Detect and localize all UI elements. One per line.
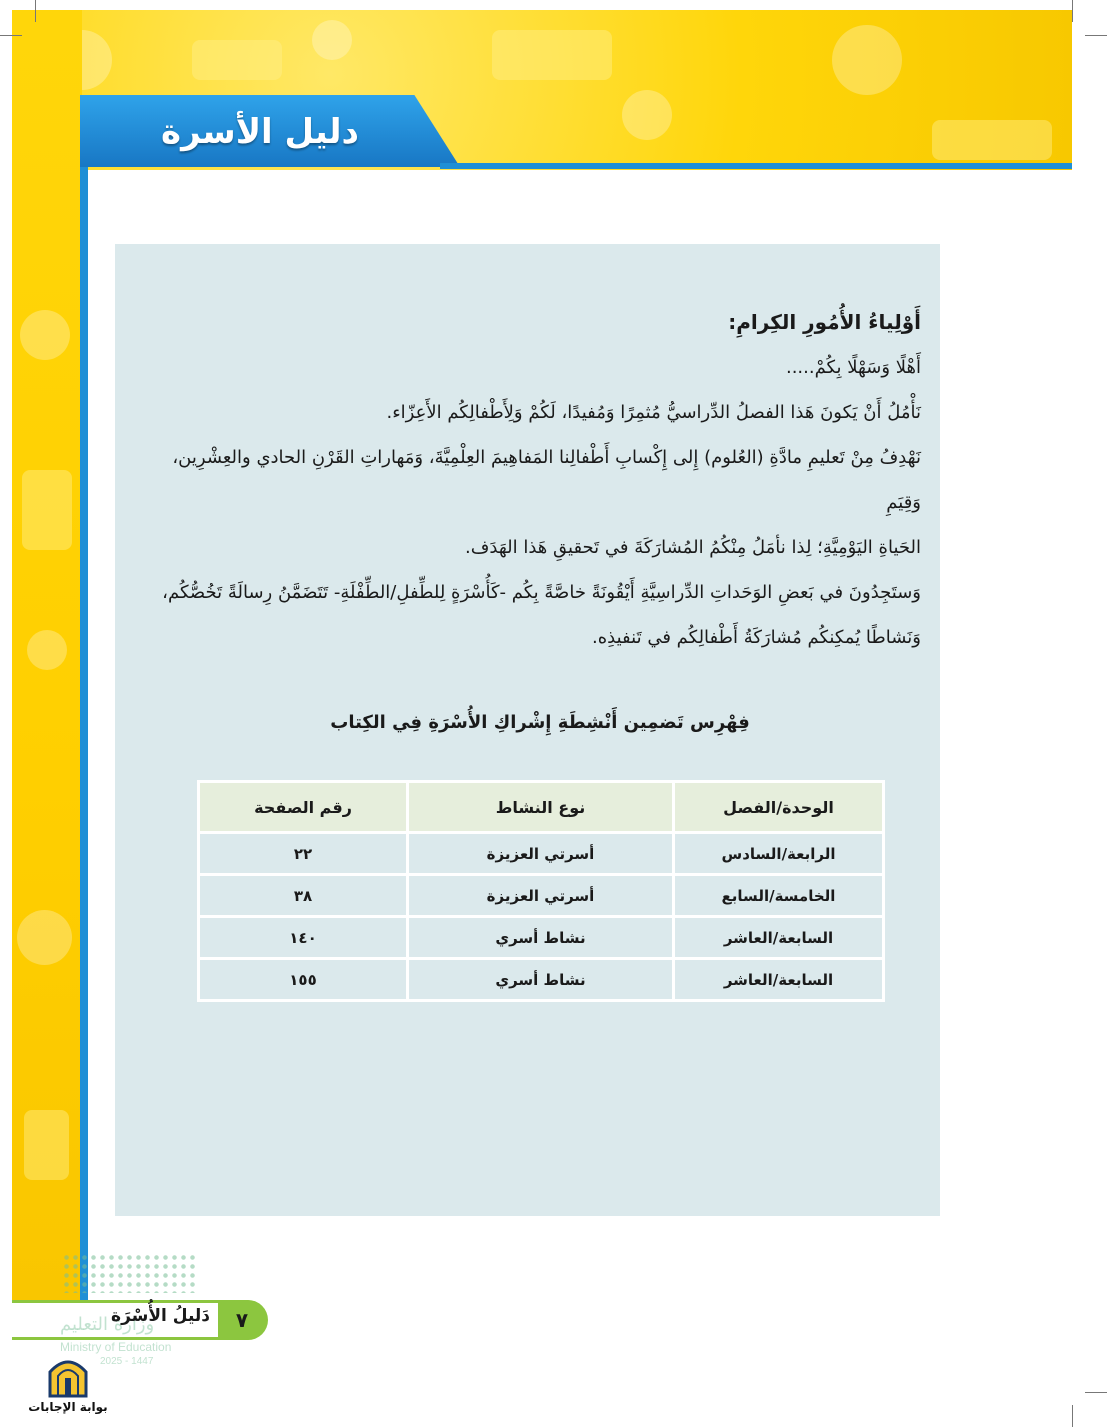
ministry-name-arabic: وزارة التعليم <box>60 1314 155 1335</box>
cell-activity: أسرتي العزيزة <box>409 876 672 915</box>
cell-page: ٢٢ <box>200 834 406 873</box>
ministry-year: 2025 - 1447 <box>100 1356 154 1367</box>
crop-mark <box>1085 35 1107 36</box>
crop-mark <box>1085 1392 1107 1393</box>
crop-mark <box>35 0 36 22</box>
cell-activity: نشاط أسري <box>409 960 672 999</box>
header-rule <box>440 163 1072 169</box>
cell-page: ٣٨ <box>200 876 406 915</box>
column-header-page: رقم الصفحة <box>200 783 406 831</box>
letter-line: نَهْدِفُ مِنْ تَعليمِ مادَّةِ (العُلوم) إِلى إِكْسابِ أَطْفالِنا المَفاهِيمَ العِلْمِيَّةَ، وَمَهاراتِ القَرْنِ الحادي والعِشْرِين، وَقِيَمِ <box>172 447 921 513</box>
column-header-activity: نوع النشاط <box>409 783 672 831</box>
yellow-side-band <box>12 10 82 1300</box>
ministry-logo-dots <box>62 1253 197 1293</box>
cell-page: ١٥٥ <box>200 960 406 999</box>
table-row <box>200 918 882 957</box>
table-row <box>200 876 882 915</box>
letter-text <box>151 300 921 660</box>
blue-side-rule <box>80 95 88 1305</box>
cell-activity: نشاط أسري <box>409 918 672 957</box>
cell-page: ١٤٠ <box>200 918 406 957</box>
page-number: ٧ <box>218 1300 266 1340</box>
letter-line: وَستَجِدُونَ في بَعضِ الوَحَداتِ الدِّراسِيَّةِ أَيْقُونَةً خاصَّةً بِكُم -كَأُسْرَةٍ لِلطِّفلِ/الطِّفْلَةِ- تَتَضَمَّنُ رِسالَةً تَخُصُّكُم، <box>162 582 921 603</box>
table-row <box>200 960 882 999</box>
crop-mark <box>1072 1405 1073 1427</box>
letter-line: نَأْمُلُ أَنْ يَكونَ هَذا الفصلُ الدِّراسيُّ مُثمِرًا وَمُفيدًا، لَكُمْ وَلِأَطْفالِكُم الأَعِزّاء. <box>386 402 921 423</box>
crop-mark <box>0 35 22 36</box>
index-table <box>197 780 885 1002</box>
footer-label: دَليلُ الأُسْرَة <box>111 1306 210 1326</box>
cell-unit: الرابعة/السادس <box>675 834 882 873</box>
table-header-row <box>200 783 882 831</box>
index-title: فِهْرِس تَضمِين أَنْشِطَةِ إِشْراكِ الأُسْرَةِ فِي الكِتاب <box>330 712 750 733</box>
letter-line: وَنَشاطًا يُمكِنكُم مُشارَكَةُ أَطْفالِكُم في تَنفيذِه. <box>592 627 921 648</box>
ministry-name-english: Ministry of Education <box>60 1340 172 1354</box>
letter-line: الحَياةِ اليَوْمِيَّةِ؛ لِذا نأمَلُ مِنْكُمُ المُشارَكَةَ في تَحقيقِ هَذا الهَدَف. <box>465 537 921 558</box>
column-header-unit: الوحدة/الفصل <box>675 783 882 831</box>
page-title: دليل الأسرة <box>161 112 359 152</box>
cell-unit: السابعة/العاشر <box>675 960 882 999</box>
answers-portal-logo-icon <box>46 1352 90 1398</box>
table-row <box>200 834 882 873</box>
salutation: أَوْلِياءُ الأُمُورِ الكِرامِ: <box>728 310 921 334</box>
cell-unit: السابعة/العاشر <box>675 918 882 957</box>
answers-portal-label: بوابة الإجابات <box>28 1400 108 1414</box>
welcome-line: أَهْلًا وَسَهْلًا بِكُمْ..... <box>785 357 921 378</box>
crop-mark <box>1072 0 1073 22</box>
cell-unit: الخامسة/السابع <box>675 876 882 915</box>
cell-activity: أسرتي العزيزة <box>409 834 672 873</box>
